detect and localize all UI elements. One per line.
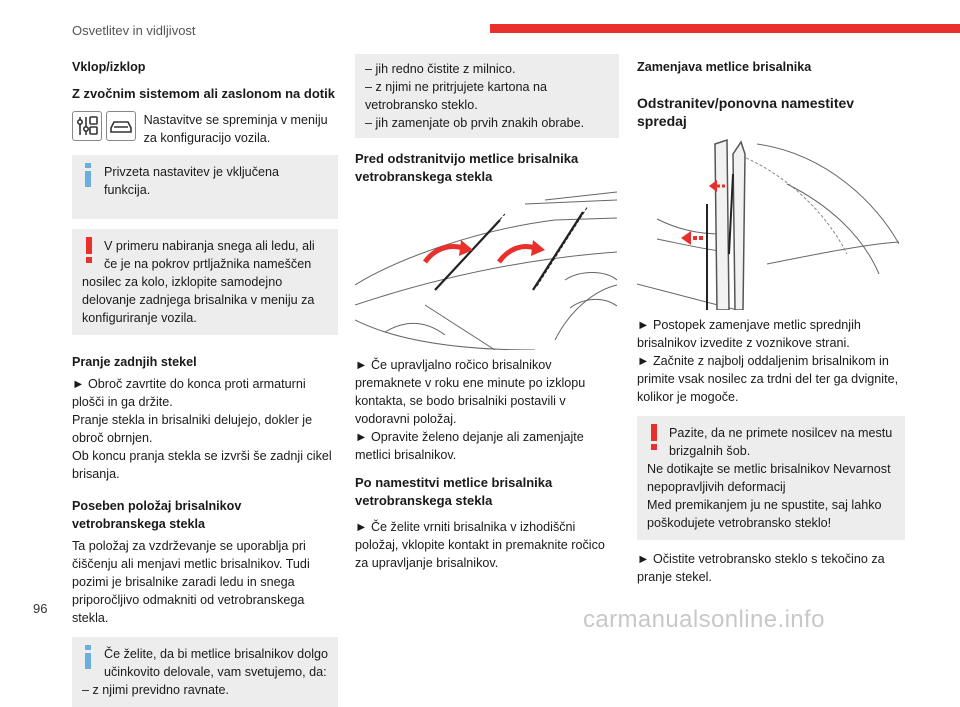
wiper-horizontal-illustration	[355, 190, 619, 350]
front-removal-p2: ► Začnite z najbolj oddaljenim brisalnikom in primite vsak nosilec za trdni del ter ga dvignite, kolikor je mogoče.	[637, 354, 899, 404]
settings-sliders-icon	[72, 111, 102, 141]
column-3	[637, 54, 905, 586]
settings-text: Nastavitve se spreminja v meniju za konfiguracijo vozila.	[143, 113, 328, 145]
care-item-4: – jih zamenjate ob prvih znakih obrabe.	[365, 116, 585, 130]
rear-wash-p2: Pranje stekla in brisalniki delujejo, dokler je obroč obrnjen.	[72, 413, 313, 445]
rear-wash-p1: ► Obroč zavrtite do konca proti armaturni plošči in ga držite.	[72, 377, 306, 409]
info-care-item1: – z njimi previdno ravnate.	[82, 683, 229, 697]
wiper-lift-illustration	[637, 134, 899, 310]
replace-blade-heading: Zamenjava metlice brisalnika	[637, 60, 812, 74]
warning-snow-rest: nosilec za kolo, izklopite samodejno delovanje zadnjega brisalnika v meniju za konfiguriranje vozila.	[82, 275, 315, 325]
care-item-2: – jih redno čistite z milnico.	[365, 62, 516, 76]
warning-box-snow	[72, 229, 338, 335]
warning-nozzles-rest1: Ne dotikajte se metlic brisalnikov Nevarnost nepopravljivih deformacij	[647, 462, 891, 494]
care-list-box	[355, 54, 619, 138]
header-accent-bar	[490, 24, 960, 33]
care-item-3: – z njimi ne pritrjujete kartona na vetrobransko steklo.	[365, 80, 548, 112]
onoff-heading: Vklop/izklop	[72, 60, 146, 74]
info-icon	[81, 645, 95, 669]
info-default-text: Privzeta nastavitev je vključena funkcija.	[104, 165, 279, 197]
before-removal-p2: ► Opravite želeno dejanje ali zamenjajte metlici brisalnikov.	[355, 430, 584, 462]
after-install-p1: ► Če želite vrniti brisalnika v izhodiščni položaj, vklopite kontakt in premaknite ročico za upravljanje brisalnikov.	[355, 520, 605, 570]
rear-wash-p3: Ob koncu pranja stekla se izvrši še zadnji cikel brisanja.	[72, 449, 332, 481]
header-section-title: Osvetlitev in vidljivost	[72, 23, 196, 38]
warning-snow-first: V primeru nabiranja snega ali ledu, ali če je na pokrov prtljažnika nameščen	[104, 239, 315, 271]
info-care-first: Če želite, da bi metlice brisalnikov dolgo učinkovito delovale, vam svetujemo, da:	[104, 647, 329, 679]
before-removal-heading: Pred odstranitvijo metlice brisalnika vetrobranskega stekla	[355, 151, 579, 184]
info-icon	[81, 163, 95, 187]
warning-icon	[649, 424, 659, 450]
front-removal-subheading: Odstranitev/ponovna namestitev spredaj	[637, 95, 855, 129]
warning-nozzles-rest2: Med premikanjem ju ne spustite, saj lahko poškodujete vetrobransko steklo!	[647, 498, 882, 530]
page-number: 96	[33, 601, 48, 616]
onoff-subheading: Z zvočnim sistemom ali zaslonom na dotik	[72, 86, 335, 101]
info-box-care	[72, 637, 338, 707]
warning-icon	[84, 237, 94, 263]
info-box-default	[72, 155, 338, 219]
settings-row	[72, 111, 338, 147]
warning-box-nozzles	[637, 416, 905, 540]
column-2	[355, 54, 619, 572]
column-1	[72, 54, 338, 707]
after-install-heading: Po namestitvi metlice brisalnika vetrobranskega stekla	[355, 475, 553, 508]
watermark: carmanualsonline.info	[583, 606, 825, 633]
warning-nozzles-first: Pazite, da ne primete nosilcev na mestu brizgalnih šob.	[669, 426, 893, 458]
special-position-heading: Poseben položaj brisalnikov vetrobranskega stekla	[72, 499, 242, 531]
before-removal-p1: ► Če upravljalno ročico brisalnikov premaknete v roku ene minute po izklopu kontakta, se bodo brisalniki postavili v vodoravni položaj.	[355, 358, 586, 426]
front-removal-p1: ► Postopek zamenjave metlic sprednjih brisalnikov izvedite z voznikove strani.	[637, 318, 861, 350]
rear-wash-heading: Pranje zadnjih stekel	[72, 355, 197, 369]
special-position-text: Ta položaj za vzdrževanje se uporablja pri čiščenju ali menjavi metlic brisalnikov. Tudi pozimi je brisalnike zaradi ledu in snega priporočljivo odmakniti od vetrobranskega stekla.	[72, 539, 310, 625]
car-icon	[106, 111, 136, 141]
front-removal-p3: ► Očistite vetrobransko steklo s tekočino za pranje stekel.	[637, 552, 885, 584]
